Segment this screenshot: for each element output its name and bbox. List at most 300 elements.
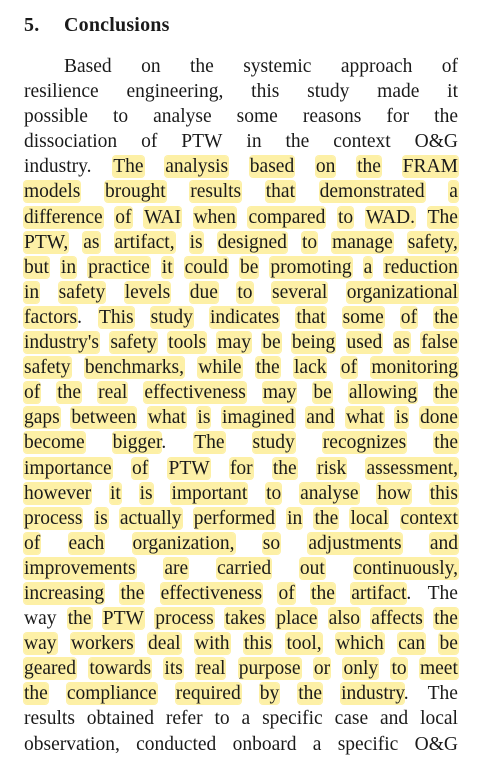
word-text: to — [214, 708, 230, 730]
word — [24, 405, 60, 430]
word — [294, 355, 326, 380]
word-text: risk — [316, 457, 347, 479]
word — [210, 305, 279, 330]
word-text: systemic — [243, 56, 312, 77]
word — [110, 330, 157, 355]
paragraph-line — [24, 330, 458, 355]
word-text: in — [246, 131, 262, 153]
word — [196, 656, 225, 681]
word — [144, 380, 245, 405]
word-text: safety, — [407, 231, 458, 253]
word-text: PTW, — [24, 231, 69, 253]
word — [190, 179, 241, 204]
word — [115, 230, 175, 255]
word-text: for — [386, 106, 410, 128]
word — [420, 405, 458, 430]
word-text: local — [350, 507, 389, 529]
word-text: on — [141, 56, 161, 77]
word-text: way — [24, 633, 57, 655]
word-text: how — [377, 482, 411, 504]
word-text: takes — [224, 608, 265, 630]
word-text: imagined — [222, 407, 295, 429]
word-text: PTW — [168, 457, 210, 479]
paragraph-line — [24, 179, 458, 204]
word — [323, 430, 406, 455]
word-text: the — [67, 608, 92, 630]
word — [335, 706, 369, 731]
word — [371, 355, 458, 380]
paragraph-line — [24, 631, 458, 656]
word-text: way — [24, 608, 57, 630]
word-text: to — [337, 206, 354, 228]
word — [113, 154, 143, 179]
word — [333, 129, 390, 154]
word-text: FRAM — [402, 156, 458, 178]
word — [391, 656, 406, 681]
word-text: each — [68, 532, 105, 554]
paragraph-line — [24, 154, 458, 179]
word — [332, 230, 393, 255]
word-text: tool, — [286, 633, 322, 655]
word-text: context — [400, 507, 458, 529]
word-text: The — [427, 683, 458, 705]
word-text: of — [131, 457, 149, 479]
word — [244, 631, 272, 656]
word-text: of — [24, 532, 41, 554]
word-text: be — [439, 633, 458, 655]
word-text: obtained — [86, 708, 154, 730]
word — [168, 456, 209, 481]
word — [113, 104, 128, 129]
word — [308, 531, 401, 556]
word-text: effectiveness — [144, 382, 246, 404]
word-text: only — [343, 658, 379, 680]
word — [185, 255, 228, 280]
word-text: safety — [110, 332, 157, 354]
word — [251, 79, 279, 104]
word-text: importance — [24, 457, 112, 479]
word — [83, 230, 99, 255]
word-text: this — [429, 482, 458, 504]
paragraph-line — [24, 606, 458, 631]
word — [408, 230, 458, 255]
word — [449, 179, 458, 204]
word — [24, 355, 71, 380]
word — [24, 280, 39, 305]
word — [428, 205, 458, 230]
word — [198, 355, 241, 380]
word — [61, 255, 76, 280]
word — [307, 79, 349, 104]
section-title: Conclusions — [64, 14, 170, 36]
word-text: dissociation — [24, 131, 118, 153]
word — [218, 230, 287, 255]
word-text: in — [287, 507, 303, 529]
word — [442, 54, 458, 79]
word-text: resilience — [24, 81, 99, 103]
word-text: The — [427, 582, 458, 604]
word — [194, 506, 275, 531]
word — [110, 481, 121, 506]
word — [217, 556, 271, 581]
word-text: industry. — [24, 156, 92, 178]
word-text: specific — [262, 708, 323, 730]
word-text: the — [120, 582, 145, 604]
word — [434, 104, 458, 129]
word — [246, 129, 261, 154]
word-text: study — [307, 81, 350, 103]
word-text: in — [24, 281, 40, 303]
word-text: analyse — [153, 106, 212, 128]
word-text: may — [262, 382, 297, 404]
word-text: be — [239, 256, 259, 278]
word-text: meet — [419, 658, 458, 680]
word-text: of — [24, 382, 41, 404]
word — [292, 330, 335, 355]
word-text: to — [391, 658, 407, 680]
word — [272, 280, 327, 305]
word — [248, 205, 325, 230]
word — [181, 129, 222, 154]
word-text: it — [109, 482, 121, 504]
word-text: safety — [24, 357, 71, 379]
word-text: required — [175, 683, 241, 705]
word — [347, 280, 458, 305]
paragraph-line — [24, 456, 458, 481]
word-text: towards — [89, 658, 152, 680]
word-text: adjustments — [308, 532, 402, 554]
word-text: approach — [340, 56, 413, 77]
word-text: WAD. — [365, 206, 416, 228]
word — [222, 405, 295, 430]
word — [420, 706, 458, 731]
word-text: place — [276, 608, 318, 630]
word — [24, 230, 68, 255]
word — [24, 732, 120, 757]
word — [194, 205, 236, 230]
word-text: PTW — [181, 131, 223, 153]
word — [64, 54, 112, 79]
word — [125, 280, 170, 305]
word-text: is — [189, 231, 203, 253]
word — [24, 79, 99, 104]
paragraph-line — [24, 556, 458, 581]
word-text: workers — [70, 633, 134, 655]
word — [162, 255, 173, 280]
word-text: made — [377, 81, 420, 103]
word-text: lack — [294, 357, 327, 379]
word-text: to — [266, 482, 282, 504]
word — [311, 581, 335, 606]
word — [430, 531, 458, 556]
word — [237, 104, 278, 129]
word-text: to — [237, 281, 253, 303]
paragraph-line — [24, 54, 458, 79]
word-text: O&G — [414, 733, 458, 755]
word — [349, 380, 417, 405]
word — [395, 405, 408, 430]
word-text: can — [398, 633, 426, 655]
word-text: in — [60, 256, 77, 278]
word-text: important — [171, 482, 248, 504]
word — [343, 305, 384, 330]
word-text: a — [241, 708, 251, 730]
word — [24, 380, 40, 405]
word — [24, 154, 92, 179]
word — [141, 129, 157, 154]
word-text: monitoring — [371, 357, 458, 379]
word — [120, 506, 182, 531]
word-text: factors — [24, 306, 78, 328]
word — [136, 732, 216, 757]
word-text: is — [197, 407, 211, 429]
word-text: between — [71, 407, 137, 429]
word-text: actually — [119, 507, 182, 529]
word — [113, 430, 167, 455]
paragraph-line — [24, 205, 458, 230]
paragraph-line — [24, 506, 458, 531]
word-text: of — [400, 306, 418, 328]
word — [153, 104, 211, 129]
word-text: levels — [124, 281, 171, 303]
word — [253, 430, 295, 455]
word-text: effectiveness — [160, 582, 263, 604]
word — [171, 481, 247, 506]
word-text: PTW — [102, 608, 144, 630]
word — [415, 732, 458, 757]
word-text: increasing — [24, 582, 105, 604]
word — [217, 330, 251, 355]
word-text: the — [255, 357, 280, 379]
word — [270, 255, 351, 280]
word-text: promoting — [270, 256, 352, 278]
word — [341, 54, 412, 79]
word-text: with — [194, 633, 230, 655]
word-text: it — [161, 256, 173, 278]
word — [338, 732, 399, 757]
word-text: engineering, — [126, 81, 224, 103]
word — [24, 656, 76, 681]
paragraph-line — [24, 255, 458, 280]
word — [71, 631, 134, 656]
word-text: so — [262, 532, 281, 554]
conclusions-paragraph — [24, 54, 458, 757]
word — [314, 506, 338, 531]
word — [166, 706, 203, 731]
word — [266, 179, 295, 204]
word-text: be — [262, 332, 281, 354]
word — [371, 606, 423, 631]
word-text: is — [139, 482, 153, 504]
word — [296, 305, 325, 330]
word-text: but — [24, 256, 49, 278]
word — [266, 481, 281, 506]
word-text: results — [24, 708, 75, 730]
word-text: improvements — [24, 557, 136, 579]
word-text: compliance — [66, 683, 157, 705]
word-text: of — [340, 357, 358, 379]
word — [377, 481, 411, 506]
word-text: the — [434, 382, 458, 404]
word — [401, 506, 458, 531]
word — [366, 205, 415, 230]
word-text: that — [296, 306, 326, 328]
word — [24, 255, 49, 280]
word — [357, 154, 381, 179]
word — [403, 154, 458, 179]
word-text: The — [194, 432, 225, 454]
word-text: is — [94, 507, 108, 529]
word — [260, 681, 280, 706]
section-heading — [24, 14, 170, 37]
word-text: process — [155, 608, 214, 630]
word — [120, 581, 144, 606]
paragraph-line — [24, 405, 458, 430]
word — [215, 706, 230, 731]
paragraph-line — [24, 79, 458, 104]
word-text: that — [265, 181, 296, 203]
paragraph-line — [24, 430, 458, 455]
word — [230, 456, 253, 481]
word-text: The — [427, 206, 458, 228]
word — [313, 732, 322, 757]
word — [306, 405, 334, 430]
word — [434, 380, 458, 405]
word — [68, 606, 92, 631]
word-text: may — [217, 332, 251, 354]
paragraph-line — [24, 706, 458, 731]
word — [263, 531, 280, 556]
paragraph-line — [24, 531, 458, 556]
word-text: brought — [104, 181, 166, 203]
word — [190, 54, 214, 79]
word — [176, 681, 241, 706]
word — [447, 79, 458, 104]
word-text: could — [184, 256, 228, 278]
word — [233, 732, 297, 757]
word — [421, 330, 458, 355]
word-text: benchmarks, — [84, 357, 184, 379]
word — [428, 681, 458, 706]
word — [434, 606, 458, 631]
word — [98, 380, 127, 405]
word — [329, 606, 360, 631]
word-text: out — [299, 557, 325, 579]
word — [57, 380, 81, 405]
word-text: allowing — [348, 382, 418, 404]
word — [194, 430, 224, 455]
word-text: study — [252, 432, 295, 454]
paragraph-line — [24, 380, 458, 405]
word — [439, 631, 457, 656]
word-text: possible — [24, 106, 88, 128]
word — [286, 631, 321, 656]
word-text: analyse — [300, 482, 359, 504]
word — [343, 656, 378, 681]
word-text: deal — [148, 633, 181, 655]
word — [286, 129, 310, 154]
word — [398, 631, 425, 656]
word — [386, 104, 409, 129]
word — [168, 330, 206, 355]
word-text: analysis — [165, 156, 229, 178]
word — [242, 706, 251, 731]
word-text: industry — [341, 683, 404, 705]
word-text: when — [193, 206, 236, 228]
word — [164, 556, 188, 581]
word — [351, 581, 411, 606]
word-text: a — [312, 733, 322, 755]
word — [24, 506, 82, 531]
word-text: This — [98, 306, 134, 328]
word-text: of — [115, 206, 132, 228]
paragraph-line — [24, 104, 458, 129]
word-text: performed — [193, 507, 275, 529]
word-text: indicates — [209, 306, 280, 328]
word-text: observation, — [24, 733, 120, 755]
word-text: Based — [64, 56, 112, 77]
word-text: the — [434, 608, 458, 630]
word — [401, 305, 417, 330]
word — [24, 606, 57, 631]
word-text: specific — [337, 733, 399, 755]
word-text: models — [24, 181, 81, 203]
word — [434, 430, 458, 455]
word — [341, 355, 357, 380]
word-text: designed — [217, 231, 287, 253]
word — [161, 581, 262, 606]
word — [165, 154, 228, 179]
word — [262, 330, 280, 355]
word — [273, 456, 297, 481]
word — [287, 506, 302, 531]
paragraph-line — [24, 355, 458, 380]
word — [240, 255, 258, 280]
word-text: and — [429, 532, 458, 554]
word — [380, 706, 408, 731]
word-text: WAI — [144, 206, 181, 228]
word-text: to — [301, 231, 318, 253]
word-text: real — [98, 382, 128, 404]
word-text: the — [434, 432, 458, 454]
paragraph-line — [24, 280, 458, 305]
word — [320, 179, 425, 204]
word — [303, 104, 361, 129]
word — [346, 405, 384, 430]
word — [243, 54, 311, 79]
word-text: tools — [168, 332, 207, 354]
word — [115, 205, 131, 230]
word — [302, 230, 317, 255]
word — [103, 606, 144, 631]
section-number: 5. — [24, 14, 40, 36]
word — [151, 305, 193, 330]
word — [89, 656, 151, 681]
word — [347, 330, 383, 355]
word — [336, 631, 384, 656]
word — [59, 280, 106, 305]
word — [24, 104, 88, 129]
word — [341, 681, 409, 706]
word — [314, 656, 330, 681]
word-text: of — [441, 56, 458, 77]
word — [24, 430, 85, 455]
word-text: however — [24, 482, 92, 504]
word-text: geared — [24, 658, 76, 680]
word-text: some — [236, 106, 278, 128]
word-text: reasons — [302, 106, 362, 128]
word-text: a — [363, 256, 373, 278]
